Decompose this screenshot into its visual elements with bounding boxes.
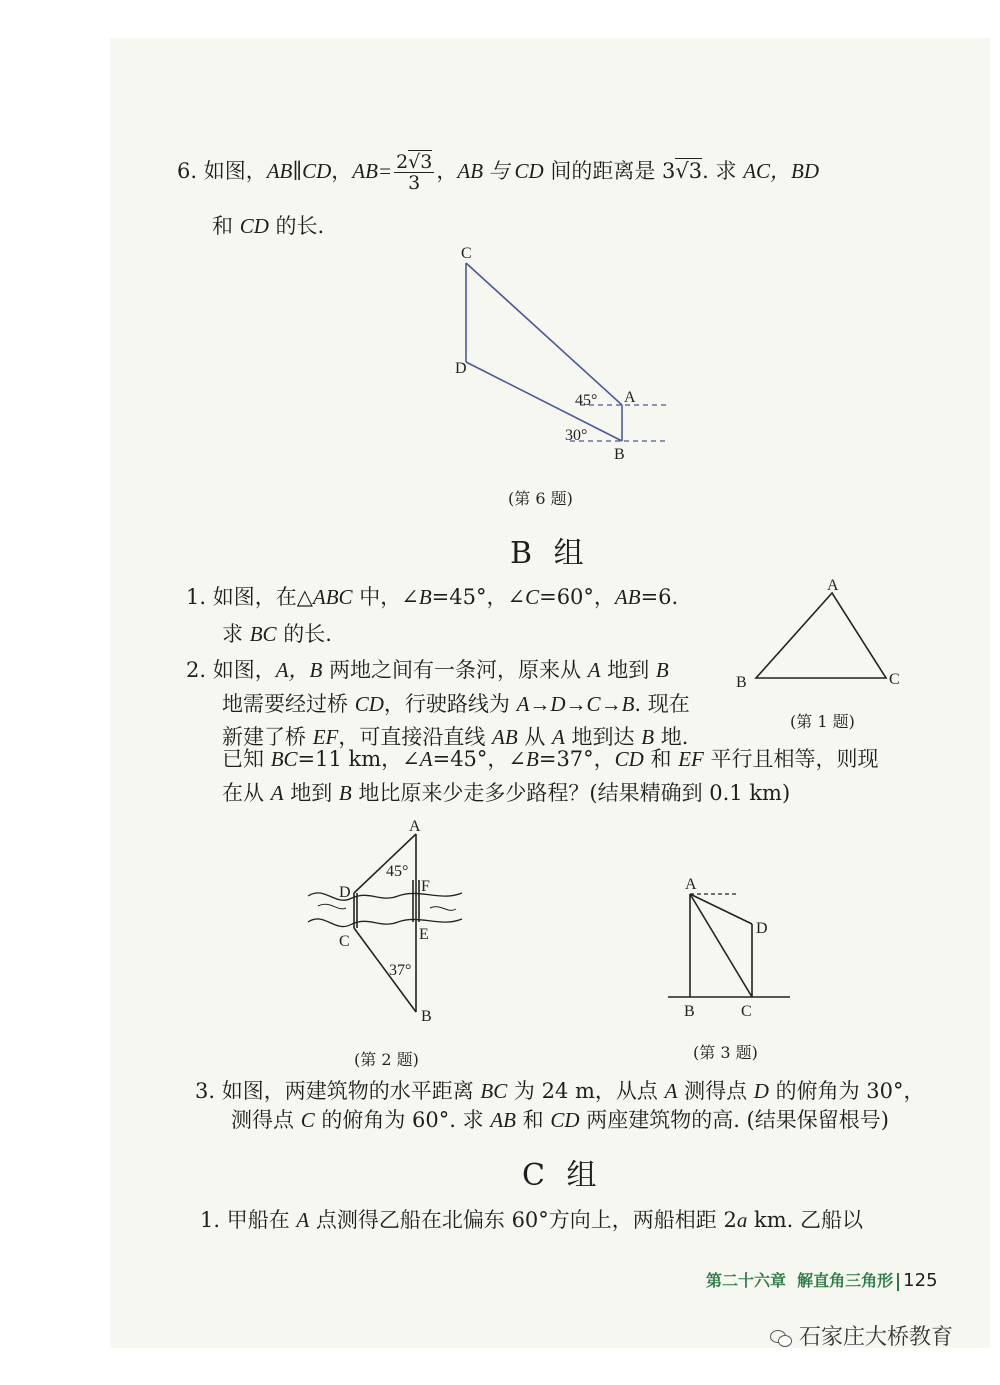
text: 的俯角为 30°， (768, 1079, 925, 1103)
text: =11 km，∠ (297, 747, 420, 771)
wechat-icon (770, 1329, 792, 1347)
text: 地到 (600, 658, 656, 682)
fig6-angle-45: 45° (575, 392, 598, 409)
watermark (770, 1320, 953, 1351)
text: 为 24 m，从点 (507, 1079, 665, 1103)
fig-b1-label-b: B (736, 674, 747, 691)
text: =6. (640, 585, 679, 609)
fig-b2-angle-37: 37° (389, 962, 412, 979)
math: B (418, 585, 432, 609)
text: . 求 (702, 159, 744, 183)
text: 1. 如图，在△ (186, 585, 313, 609)
math: B (655, 658, 669, 682)
text: km. 乙船以 (747, 1208, 863, 1232)
fig6-label-c: C (461, 245, 472, 262)
text: 的俯角为 60°. 求 (314, 1108, 491, 1132)
fig-b2-label-b: B (421, 1008, 432, 1025)
fig-b2-angle-45: 45° (386, 863, 409, 880)
fig-b2-label-f: F (421, 878, 430, 895)
b-problem-1-line-2 (222, 619, 332, 649)
text: =45°，∠ (431, 585, 526, 609)
b-problem-2-line-5 (222, 778, 790, 808)
problem-6-caption: (第 6 题) (508, 489, 573, 508)
text: ，行驶路线为 (383, 692, 517, 716)
text: 测得点 (231, 1108, 301, 1132)
radical: √3 (408, 151, 433, 173)
math: A (296, 1208, 310, 1232)
math: EF (312, 725, 339, 749)
text: 的长. (268, 214, 325, 238)
text: 中，∠ (352, 585, 419, 609)
text: ， (331, 159, 353, 183)
math: BC (480, 1079, 508, 1103)
footer-divider (897, 1273, 899, 1291)
fig-b3-label-a: A (685, 876, 697, 893)
text: 平行且相等，则现 (703, 747, 879, 771)
text: 6. 如图， (177, 159, 267, 183)
math: B (338, 781, 352, 805)
math: A (552, 725, 565, 749)
fig6-angle-30: 30° (565, 427, 588, 444)
fig-b2-label-c: C (339, 933, 350, 950)
b-problem-1-line-1 (186, 582, 678, 612)
math: A→D→C→B (516, 692, 635, 716)
math: A (419, 747, 433, 771)
math: AB (490, 1108, 516, 1132)
fig-b1-label-a: A (827, 577, 839, 594)
math-ab-parallel-cd: AB∥CD (266, 159, 332, 183)
b3-caption: (第 3 题) (693, 1043, 758, 1062)
fig-b3-label-d: D (756, 920, 768, 937)
text: 地到达 (564, 725, 642, 749)
math: ABC (312, 585, 353, 609)
text: =60°， (539, 585, 615, 609)
text: 和 (515, 1108, 551, 1132)
text: 2. 如图， (186, 658, 276, 682)
b-problem-3-line-1 (195, 1076, 925, 1106)
math: AB 与 CD (457, 159, 544, 183)
math: B (526, 747, 539, 771)
footer-title: 解直角三角形 (797, 1271, 894, 1290)
math: A (587, 658, 601, 682)
math: B (641, 725, 655, 749)
watermark-text: 石家庄大桥教育 (799, 1325, 954, 1350)
text: 的长. (276, 622, 332, 646)
group-b-heading: B 组 (510, 536, 590, 571)
b-problem-2-line-2 (222, 689, 690, 719)
fig-b2-label-e: E (419, 926, 429, 943)
text: 3. 如图，两建筑物的水平距离 (195, 1079, 481, 1103)
fraction-denominator: 3 (408, 172, 421, 194)
math-ab-eq: AB= (352, 159, 393, 183)
math: AB (492, 725, 518, 749)
b-problem-2-line-4 (222, 744, 879, 774)
page-footer (706, 1268, 938, 1291)
math: AC，BD (743, 159, 820, 183)
b-problem-2-line-1 (186, 655, 669, 685)
fig-b2-label-a: A (409, 818, 421, 835)
text: 地到 (283, 781, 339, 805)
text: 已知 (222, 747, 271, 771)
math: AB (614, 585, 641, 609)
text: ， (436, 159, 458, 183)
math: D (753, 1079, 769, 1103)
text: 和 (212, 214, 240, 238)
fig-b2-label-d: D (339, 884, 351, 901)
text: . 现在 (634, 692, 690, 716)
b2-caption: (第 2 题) (354, 1050, 419, 1069)
text: 地. (654, 725, 689, 749)
text: 两座建筑物的高. (结果保留根号) (579, 1108, 889, 1132)
fig-b3-label-c: C (741, 1003, 752, 1020)
text: 求 (222, 622, 250, 646)
fraction-numerator (394, 152, 434, 173)
math: A (664, 1079, 678, 1103)
b1-caption: (第 1 题) (790, 712, 855, 731)
problem-6-line-1 (177, 152, 819, 193)
fraction (394, 152, 434, 193)
c-problem-1-line-1 (200, 1205, 863, 1235)
text: =45°，∠ (432, 747, 527, 771)
fig-b3-label-b: B (684, 1003, 695, 1020)
math: CD (239, 214, 269, 238)
text: 间的距离是 3 (543, 159, 676, 183)
page-number: 125 (903, 1270, 938, 1291)
math: A (270, 781, 284, 805)
text: 地比原来少走多少路程？(结果精确到 0.1 km) (351, 781, 791, 805)
math: C (300, 1108, 315, 1132)
fig6-label-d: D (455, 360, 467, 377)
radical: √3 (675, 159, 703, 183)
fig-b1-label-c: C (889, 671, 900, 688)
math: CD (354, 692, 384, 716)
footer-chapter: 第二十六章 (706, 1271, 787, 1290)
fig6-label-a: A (624, 389, 636, 406)
math: A，B (275, 658, 323, 682)
math: C (525, 585, 540, 609)
fig6-label-b: B (614, 446, 625, 463)
text: 新建了桥 (222, 725, 313, 749)
text: 和 (643, 747, 679, 771)
text: 2 (396, 151, 409, 173)
text: 测得点 (677, 1079, 754, 1103)
math: a (736, 1208, 748, 1232)
math: CD (550, 1108, 580, 1132)
group-c-heading: C 组 (522, 1158, 603, 1193)
math: BC (249, 622, 277, 646)
text: 1. 甲船在 (200, 1208, 297, 1232)
text: 地需要经过桥 (222, 692, 355, 716)
text: 两地之间有一条河，原来从 (322, 658, 588, 682)
text: 从 (517, 725, 553, 749)
problem-6-line-2 (212, 211, 324, 241)
b-problem-3-line-2 (231, 1105, 889, 1135)
math: BC (270, 747, 298, 771)
math: CD (614, 747, 644, 771)
text: 点测得乙船在北偏东 60°方向上，两船相距 2 (309, 1208, 737, 1232)
math: EF (678, 747, 704, 771)
text: =37°， (538, 747, 615, 771)
text: ，可直接沿直线 (338, 725, 493, 749)
text: 在从 (222, 781, 271, 805)
